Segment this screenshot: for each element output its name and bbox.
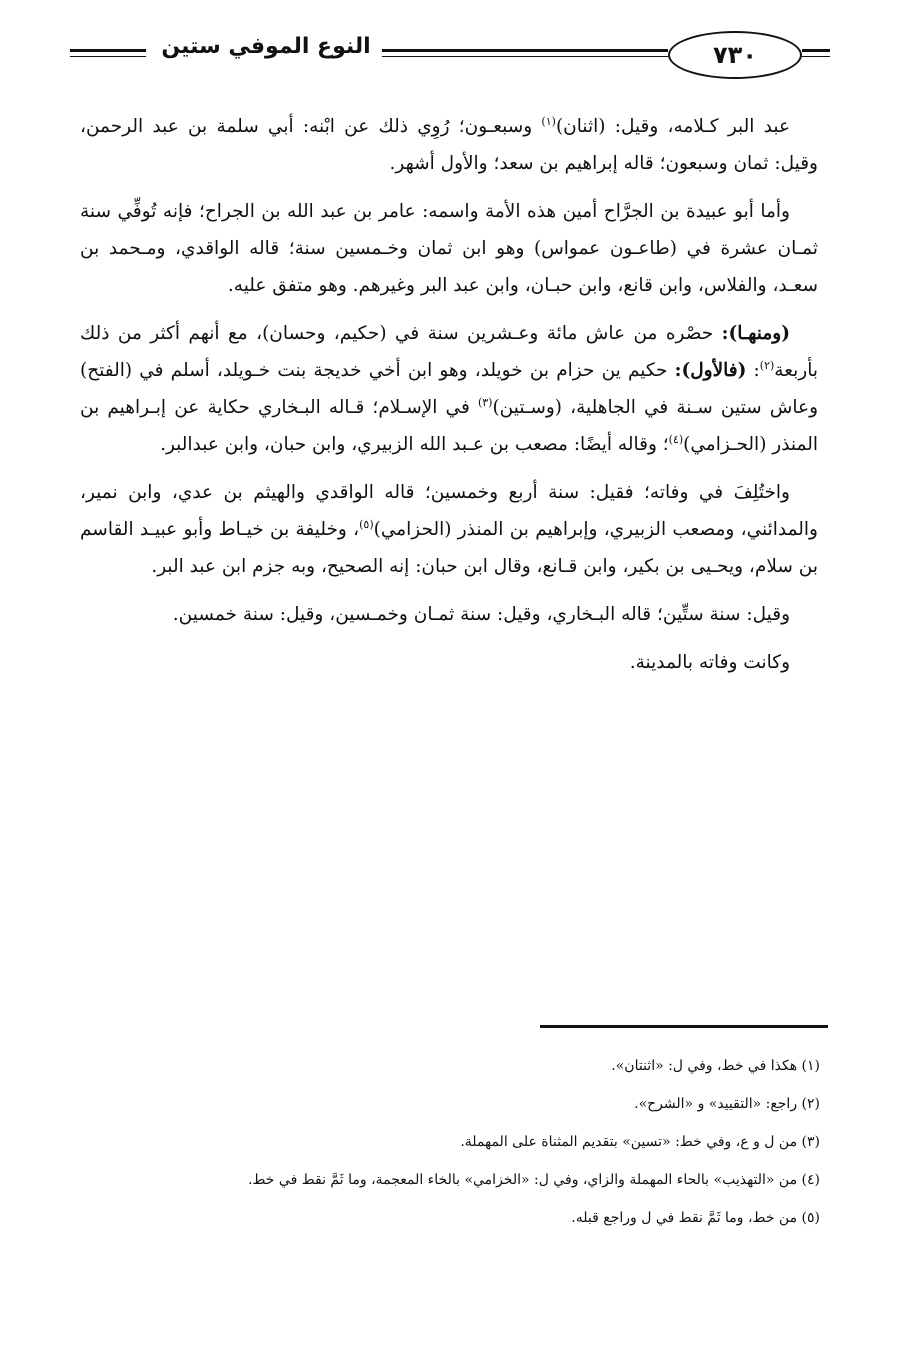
paragraph <box>80 108 818 182</box>
footnote-marker: (١) <box>541 114 556 128</box>
text-segment: وأما أبو عبيدة بن الجرَّاح أمين هذه الأمة واسمه: عامر بن عبد الله بن الجراح؛ فإنه تُوفِّي سنة ثمـان عشرة في (طاعـون عمواس) وهو ابن ثمان وخـمسين سنة؛ قاله الواقدي، ومـحمد بن سعـد، والفلاس، وابن قانع، وابن حبـان، وابن عبد البر وغيرهم. وهو متفق عليه. <box>80 201 818 296</box>
footnote-marker: (٥) <box>359 517 374 531</box>
text-segment: : <box>746 360 760 381</box>
header-rule-right <box>802 49 830 52</box>
main-text <box>80 108 818 692</box>
text-segment: عبد البر كـلامه، وقيل: (اثنان) <box>555 116 790 137</box>
footnotes <box>80 1057 820 1247</box>
text-segment: ؛ وقاله أيضًا: مصعب بن عـبد الله الزبيري، وابن حبان، وابن عبدالبر. <box>160 434 669 455</box>
page-header <box>70 26 830 86</box>
text-segment: حكيم ين حزام بن خويلد، وهو ابن أخي خديجة بنت خـويلد، أسلم في (الفتح) وعاش ستين سـنة في الجاهلية، (وسـتين) <box>80 360 818 418</box>
footnote: (٤) من «التهذيب» بالحاء المهملة والزاي، وفي ل: «الخزامي» بالخاء المعجمة، وما ثَمَّ نقط في خط. <box>248 1172 820 1188</box>
footnote-divider <box>540 1025 828 1028</box>
paragraph <box>80 644 818 681</box>
bold-phrase: (فالأول): <box>674 360 747 381</box>
footnote: (٣) من ل و ع، وفي خط: «تسين» بتقديم المثناة على المهملة. <box>460 1134 820 1150</box>
text-segment: وقيل: سنة ستِّين؛ قاله البـخاري، وقيل: سنة ثمـان وخمـسين، وقيل: سنة خمسين. <box>172 604 790 625</box>
footnote-marker: (٣) <box>477 395 493 409</box>
bold-phrase: (ومنهـا): <box>721 323 790 344</box>
footnote: (٢) راجع: «التقييد» و «الشرح». <box>634 1096 820 1112</box>
page-number-oval <box>668 31 802 79</box>
text-segment: وكانت وفاته بالمدينة. <box>629 652 790 673</box>
text-segment: ، وخليفة بن خيـاط وأبو عبيـد القاسم بن سلام، ويحـيى بن بكير، وابن قـانع، وقال ابن حبان: إنه الصحيح، وبه جزم ابن عبد البر. <box>80 519 818 577</box>
text-segment: وسبعـون؛ رُوِي ذلك عن ابْنه: أبي سلمة بن عبد الرحمن، وقيل: ثمان وسبعون؛ قاله إبراهيم بن سعد؛ والأول أشهر. <box>80 116 818 174</box>
running-title: النوع الموفي ستين <box>150 34 382 59</box>
footnote: (٥) من خط، وما ثَمَّ نقط في ل وراجع قبله. <box>571 1210 820 1226</box>
text-segment: في الإسـلام؛ قـاله البـخاري حكاية عن إبـراهيم بن المنذر (الحـزامي) <box>80 397 818 455</box>
paragraph <box>80 315 818 463</box>
header-rule-left-thin <box>70 56 146 57</box>
paragraph <box>80 193 818 304</box>
footnote-marker: (٢) <box>759 358 775 372</box>
header-rule-left <box>70 49 146 52</box>
footnote-marker: (٤) <box>668 432 684 446</box>
text-segment: حصْره من عاش مائة وعـشرين سنة في (حكيم، وحسان)، مع أنهم أكثر من ذلك بأربعة <box>80 323 818 381</box>
text-segment: واختُلِفَ في وفاته؛ فقيل: سنة أربع وخمسين؛ قاله الواقدي والهيثم بن عدي، وابن نمير، والمدائني، ومصعب الزبيري، وإبراهيم بن المنذر (الحزامي) <box>80 482 818 540</box>
paragraph <box>80 596 818 633</box>
footnote: (١) هكذا في خط، وفي ل: «اثنتان». <box>611 1058 820 1074</box>
header-rule-right-thin <box>802 56 830 57</box>
paragraph <box>80 474 818 585</box>
page-number: ٧٣٠ <box>713 41 757 69</box>
